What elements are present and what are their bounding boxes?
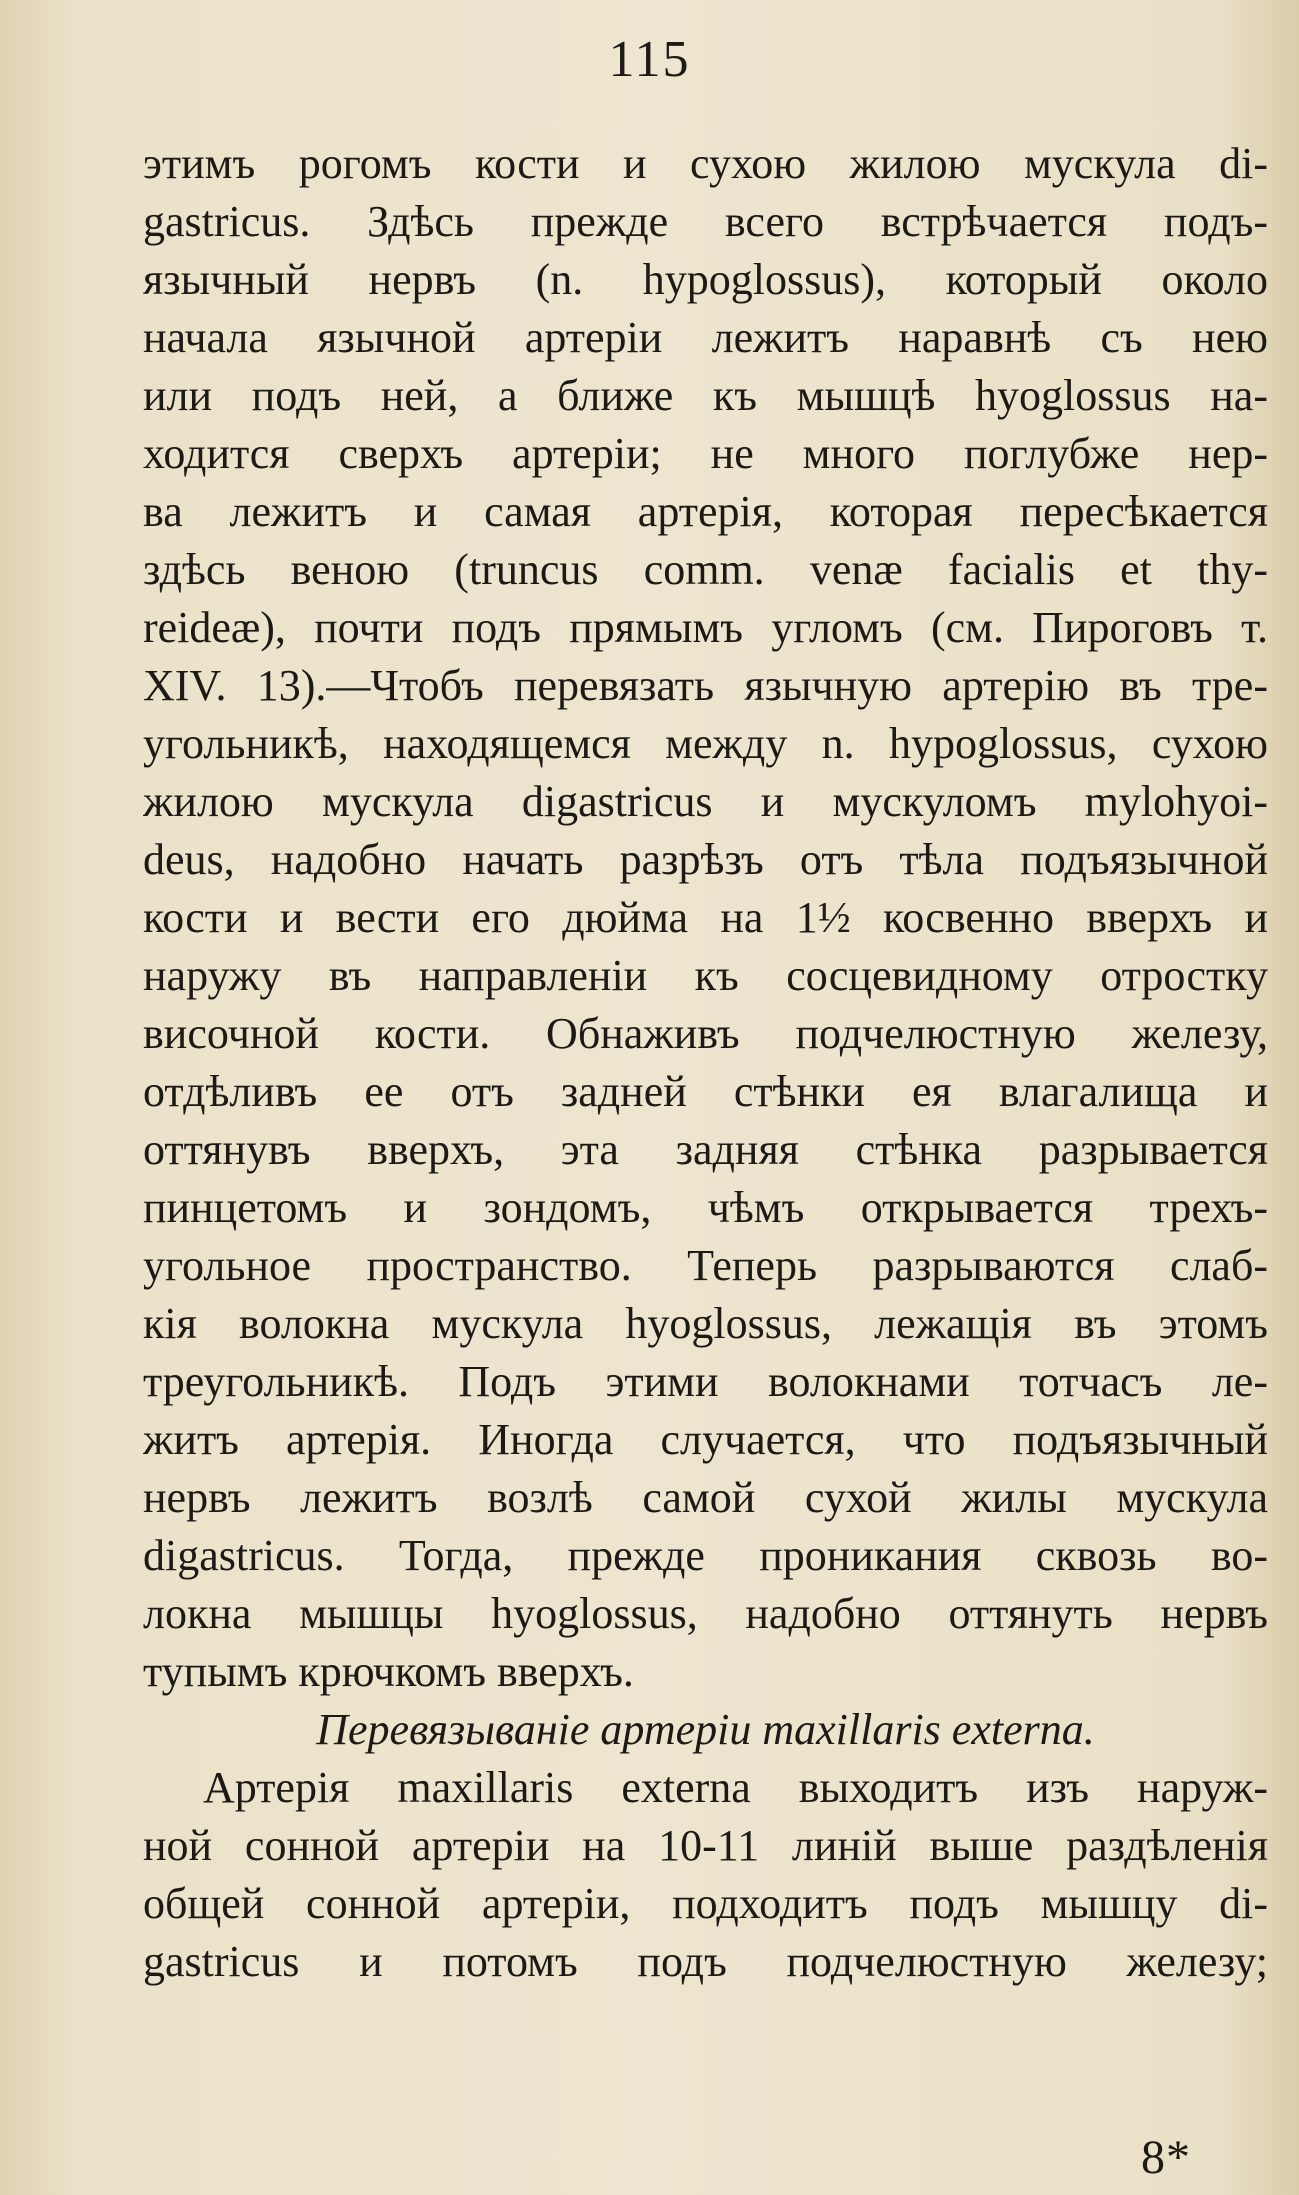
text-line: начала язычной артеріи лежитъ наравнѣ съ нею xyxy=(143,313,1268,362)
text-line: reideæ), почти подъ прямымъ угломъ (см. Пироговъ т. xyxy=(143,603,1268,652)
text-line: ной сонной артеріи на 10-11 линій выше раздѣленія xyxy=(143,1821,1268,1870)
text-line: язычный нервъ (n. hypoglossus), который около xyxy=(143,255,1268,304)
text-line: здѣсь веною (truncus comm. venæ facialis et thy- xyxy=(143,545,1268,594)
text-line: жилою мускула digastricus и мускуломъ mylohyoi- xyxy=(143,777,1268,826)
text-line: кости и вести его дюйма на 1½ косвенно вверхъ и xyxy=(143,893,1268,942)
text-line: кія волокна мускула hyoglossus, лежащія въ этомъ xyxy=(143,1299,1268,1348)
text-line: или подъ ней, а ближе къ мышцѣ hyoglossus на- xyxy=(143,371,1268,420)
text-line: угольное пространство. Теперь разрываются слаб- xyxy=(143,1241,1268,1290)
signature-mark: 8* xyxy=(1141,2131,1191,2184)
text-line: общей сонной артеріи, подходитъ подъ мышцу di- xyxy=(143,1879,1268,1928)
body-text xyxy=(143,135,1268,1991)
text-line: ходится сверхъ артеріи; не много поглубже нер- xyxy=(143,429,1268,478)
text-line: ва лежитъ и самая артерія, которая пересѣкается xyxy=(143,487,1268,536)
text-line: этимъ рогомъ кости и сухою жилою мускула di- xyxy=(143,139,1268,188)
text-line: височной кости. Обнаживъ подчелюстную железу, xyxy=(143,1009,1268,1058)
text-line: Артерія maxillaris externa выходитъ изъ наруж- xyxy=(203,1763,1268,1812)
text-line: житъ артерія. Иногда случается, что подъязычный xyxy=(143,1415,1268,1464)
text-line: deus, надобно начать разрѣзъ отъ тѣла подъязычной xyxy=(143,835,1268,884)
text-line: нервъ лежитъ возлѣ самой сухой жилы мускула xyxy=(143,1473,1268,1522)
section-heading: Перевязываніе артеріи maxillaris externa. xyxy=(316,1705,1095,1754)
text-line: локна мышцы hyoglossus, надобно оттянуть нервъ xyxy=(143,1589,1268,1638)
text-line: digastricus. Тогда, прежде проникания сквозь во- xyxy=(143,1531,1268,1580)
text-line: gastricus и потомъ подъ подчелюстную железу; xyxy=(143,1937,1268,1986)
page-number: 115 xyxy=(608,31,691,88)
text-line: угольникѣ, находящемся между n. hypoglossus, сухою xyxy=(143,719,1268,768)
text-line: gastricus. Здѣсь прежде всего встрѣчается подъ- xyxy=(143,197,1268,246)
text-line: пинцетомъ и зондомъ, чѣмъ открывается трехъ- xyxy=(143,1183,1268,1232)
text-line: отдѣливъ ее отъ задней стѣнки ея влагалища и xyxy=(143,1067,1268,1116)
text-line: треугольникѣ. Подъ этими волокнами тотчасъ ле- xyxy=(143,1357,1268,1406)
text-line: наружу въ направленіи къ сосцевидному отростку xyxy=(143,951,1268,1000)
text-line: XIV. 13).—Чтобъ перевязать язычную артерію въ тре- xyxy=(143,661,1268,710)
text-line: тупымъ крючкомъ вверхъ. xyxy=(143,1647,634,1696)
text-line: оттянувъ вверхъ, эта задняя стѣнка разрывается xyxy=(143,1125,1268,1174)
